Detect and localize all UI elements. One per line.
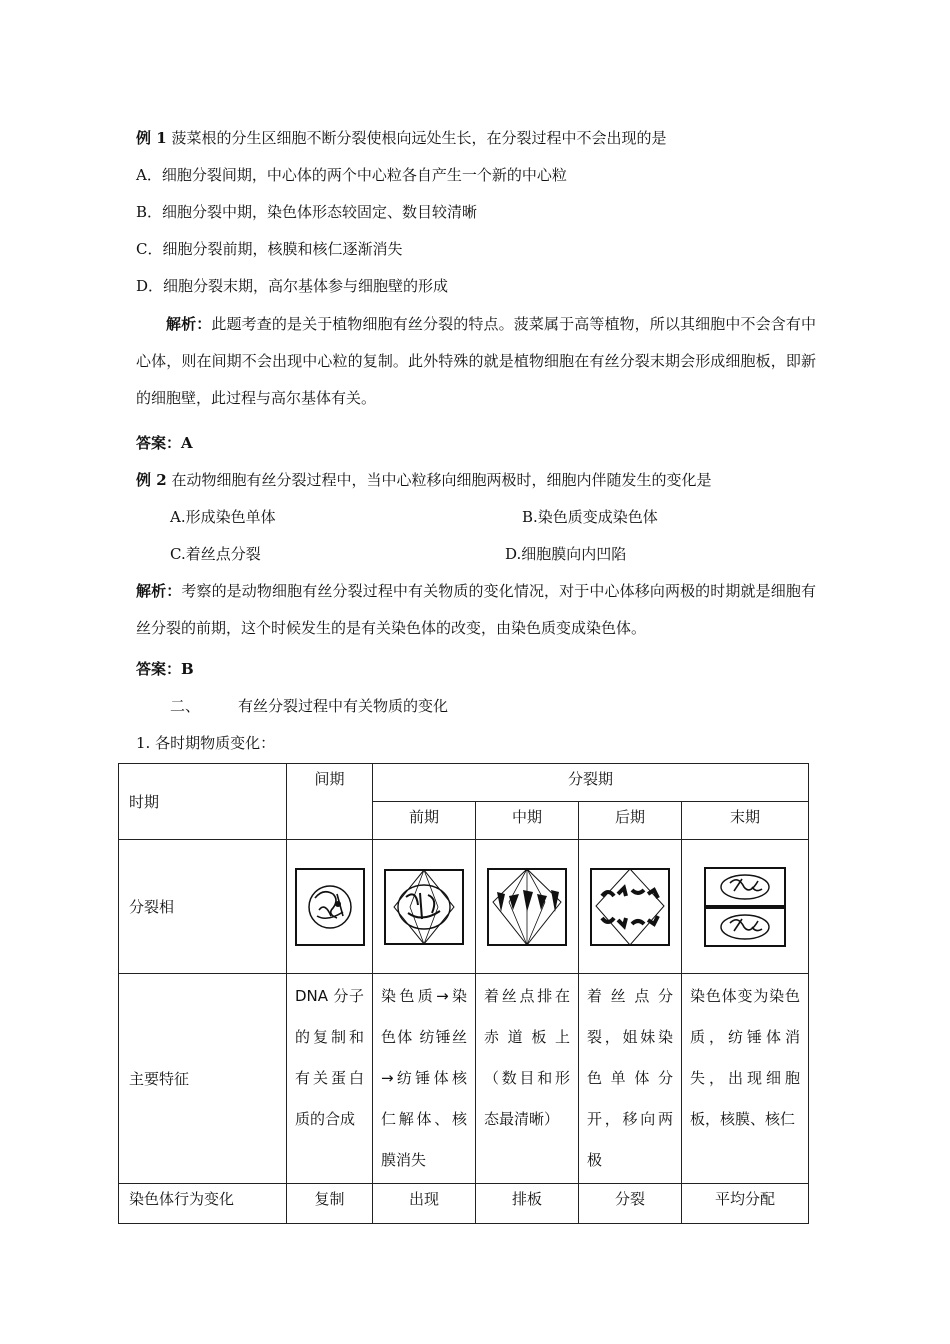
- ex1-option-a: A．细胞分裂间期，中心体的两个中心粒各自产生一个新的中心粒: [136, 166, 567, 184]
- division-header: [373, 764, 809, 802]
- ex2-question-line: [136, 469, 711, 490]
- ex1-question: 菠菜根的分生区细胞不断分裂使根向远处生长，在分裂过程中不会出现的是: [171, 129, 667, 147]
- prophase-behavior: 出现: [373, 1184, 476, 1224]
- metaphase-figure: [476, 840, 579, 974]
- section-number: 二、: [170, 697, 201, 715]
- telophase-header: 末期: [682, 802, 809, 840]
- anaphase-feature: 着丝点分裂，姐妹染色单体分开，移向两极: [579, 974, 682, 1184]
- ex1-answer: 答案：A: [136, 434, 193, 452]
- ex2-option-c: C.着丝点分裂: [170, 545, 261, 563]
- period-header: [119, 764, 287, 840]
- ex2-analysis-text: 考察的是动物细胞有丝分裂过程中有关物质的变化情况，对于中心体移向两极的时期就是细胞有丝分裂的前期，这个时候发生的是有关染色体的改变，由染色质变成染色体。: [136, 582, 816, 637]
- section-title: 有丝分裂过程中有关物质的变化: [238, 697, 449, 715]
- ex1-option-c: C．细胞分裂前期，核膜和核仁逐渐消失: [136, 240, 403, 258]
- prophase-header: 前期: [373, 802, 476, 840]
- ex1-label: 例 1: [136, 129, 167, 147]
- ex1-analysis: [136, 306, 816, 417]
- ex1-question-line: [136, 127, 666, 148]
- division-label: 分裂期: [567, 770, 613, 788]
- ex1-option-d: D．细胞分裂末期，高尔基体参与细胞壁的形成: [136, 277, 449, 295]
- figure-label: 分裂相: [119, 840, 287, 974]
- telophase-feature: 染色体变为染色质，纺锤体消失，出现细胞板，核膜、核仁: [682, 974, 809, 1184]
- behavior-label: 染色体行为变化: [119, 1184, 287, 1224]
- subsection-title: 1. 各时期物质变化：: [136, 734, 276, 752]
- metaphase-header: 中期: [476, 802, 579, 840]
- prophase-figure: [373, 840, 476, 974]
- ex2-option-d: D.细胞膜向内凹陷: [505, 545, 627, 563]
- telophase-behavior: 平均分配: [682, 1184, 809, 1224]
- anaphase-figure: [579, 840, 682, 974]
- ex2-option-a: A.形成染色单体: [170, 508, 276, 526]
- metaphase-feature: 着丝点排在赤道板上（数目和形态最清晰）: [476, 974, 579, 1184]
- period-label: 时期: [129, 793, 160, 811]
- telophase-figure: [682, 840, 809, 974]
- ex2-option-b: B.染色质变成染色体: [522, 508, 658, 526]
- interphase-figure: [287, 840, 373, 974]
- ex1-analysis-text: 此题考查的是关于植物细胞有丝分裂的特点。菠菜属于高等植物，所以其细胞中不会含有中心体，则在间期不会出现中心粒的复制。此外特殊的就是植物细胞在有丝分裂末期会形成细胞板，即新的细胞壁，此过程与高尔基体有关。: [136, 315, 816, 407]
- interphase-feature: DNA 分子的复制和有关蛋白质的合成: [287, 974, 373, 1184]
- ex2-analysis: [136, 573, 816, 647]
- interphase-label: 间期: [314, 770, 345, 788]
- anaphase-behavior: 分裂: [579, 1184, 682, 1224]
- ex2-label: 例 2: [136, 471, 167, 489]
- ex2-answer: 答案：B: [136, 660, 194, 678]
- ex2-analysis-label: 解析：: [136, 582, 182, 600]
- metaphase-behavior: 排板: [476, 1184, 579, 1224]
- prophase-feature: 染色质→染色体 纺锤丝→纺锤体核仁解体、核膜消失: [373, 974, 476, 1184]
- interphase-header: [287, 764, 373, 840]
- feature-label: 主要特征: [119, 974, 287, 1184]
- interphase-behavior: 复制: [287, 1184, 373, 1224]
- ex1-analysis-label: 解析：: [166, 315, 212, 333]
- ex2-question: 在动物细胞有丝分裂过程中，当中心粒移向细胞两极时，细胞内伴随发生的变化是: [171, 471, 712, 489]
- anaphase-header: 后期: [579, 802, 682, 840]
- mitosis-table: [118, 763, 809, 1224]
- ex1-option-b: B．细胞分裂中期，染色体形态较固定、数目较清晰: [136, 203, 478, 221]
